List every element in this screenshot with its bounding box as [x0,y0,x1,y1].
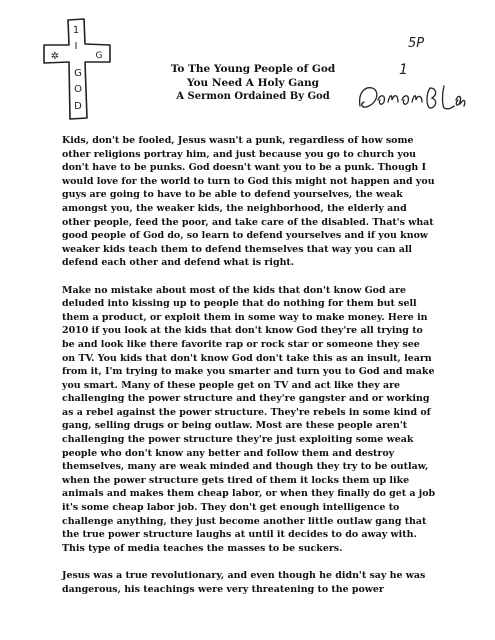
star-mark-icon: ✲ [50,51,60,62]
text-line: challenging the power structure they're just exploiting some weak [62,434,414,446]
text-line: themselves, many are weak minded and though they try to be outlaw, [62,461,429,473]
text-line: as a rebel against the power structure. They're rebels in some kind of [62,406,431,418]
text-line: 2010 if you look at the kids that don't know God they're all trying to [62,325,423,337]
title-line-1: To The Young People of God [170,63,336,75]
text-line: animals and makes them cheap labor, or when they finally do get a job [62,488,436,500]
cross-letter-g-right: G [95,51,103,61]
text-line: people who don't know any better and follow them and destroy [62,447,395,459]
text-line: other people, feed the poor, and take care of the disabled. That's what [62,216,434,228]
sermon-title [140,62,366,104]
title-subtitle: A Sermon Ordained By God [176,91,330,102]
text-line: you smart. Many of these people get on TV and act like they are [62,379,401,391]
text-line: Kids, don't be fooled, Jesus wasn't a punk, regardless of how some [62,135,414,146]
text-line: good people of God do, so learn to defend yourselves and if you know [62,230,428,242]
text-line: challenging the power structure and they're gangster and or working [62,393,430,405]
text-line: This type of media teaches the masses to be suckers. [62,542,343,554]
text-line: weaker kids teach them to defend themselves that way you can all [62,243,412,255]
text-line: amongst you, the weaker kids, the neighborhood, the elderly and [62,202,407,214]
text-line: from it, I'm trying to make you smarter and turn you to God and make [62,366,435,378]
text-line: them a product, or exploit them in some way to make money. Here in [62,311,428,323]
sermon-body [62,134,474,610]
page-note: 5P [408,36,425,51]
text-line: it's some cheap labor job. They don't get enough intelligence to [62,502,400,514]
text-line: don't have to be punks. God doesn't want you to be a punk. Though I [62,162,426,174]
text-line: on TV. You kids that don't know God don't take this as an insult, learn [62,352,432,364]
paragraph-3 [62,569,474,596]
text-line: guys are going to have to be able to defend yourselves, the weak [62,189,403,201]
cross-letter-1: 1 [72,25,80,36]
text-line: Make no mistake about most of the kids that don't know God are [62,284,406,296]
text-line: gang, selling drugs or being outlaw. Most are these people aren't [62,420,408,432]
text-line: dangerous, his teachings were very threatening to the power [62,583,384,595]
text-line: challenge anything, they just become another little outlaw gang that [62,515,427,527]
paragraph-2 [62,284,474,556]
cross-letter-g: G [74,68,82,79]
cross-letter-d: D [74,101,82,112]
text-line: be and look like there favorite rap or rock star or someone they see [62,338,420,350]
text-line: would love for the world to turn to God this might not happen and you [62,175,435,187]
cross-letter-i: I [74,41,78,52]
text-line: deluded into kissing up to people that do nothing for them but sell [62,298,417,310]
cross-letter-o: O [74,84,82,95]
text-line: the true power structure laughs at until it decides to do away with. [62,529,417,541]
text-line: Jesus was a true revolutionary, and even though he didn't say he was [62,570,426,581]
text-line: when the power structure gets tired of them it locks them up like [62,474,410,486]
hand-drawn-cross-icon [38,14,134,124]
handwritten-signature [356,80,468,114]
text-line: other religions portray him, and just because you go to church you [62,148,416,160]
paragraph-1 [62,134,474,270]
title-line-2: You Need A Holy Gang [186,77,320,89]
text-line: defend each other and defend what is right. [62,257,295,269]
page-number: 1 [399,62,408,78]
